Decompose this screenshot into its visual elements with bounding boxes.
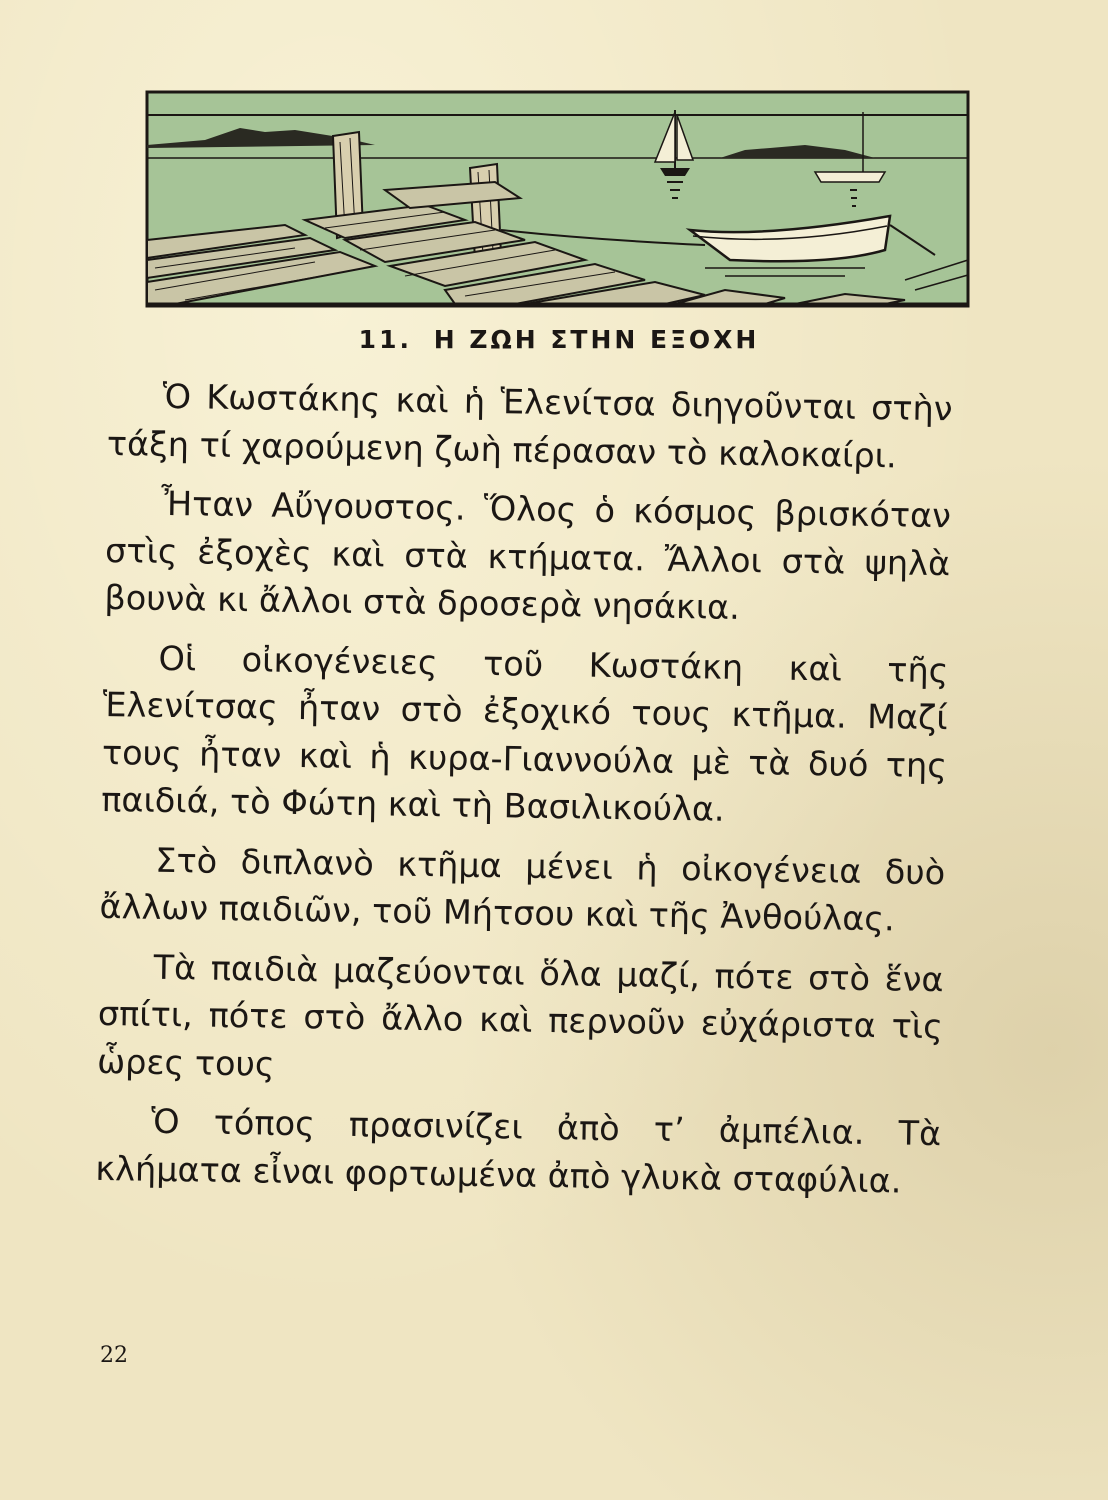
- paragraph: Ὁ Κωστάκης καὶ ἡ Ἑλενίτσα διηγοῦνται στὴν τάξη τί χαρούμενη ζωὴ πέρασαν τὸ καλοκαίρι.: [106, 376, 953, 475]
- harbor-dock-icon: [145, 90, 970, 308]
- paragraph: Ὁ τόπος πρασινίζει ἀπὸ τ’ ἀμπέλια. Τὰ κλήματα εἶναι φορτωμένα ἀπὸ γλυκὰ σταφύλια.: [95, 1101, 942, 1201]
- lesson-title: Η ΖΩΗ ΣΤΗΝ ΕΞΟΧΗ: [433, 325, 760, 354]
- paragraph: Στὸ διπλανὸ κτῆμα μένει ἡ οἰκογένεια δυὸ ἄλλων παιδιῶν, τοῦ Μήτσου καὶ τῆς Ἀνθούλας.: [99, 840, 946, 939]
- lesson-body: [95, 372, 953, 1217]
- paragraph: Οἱ οἰκογένειες τοῦ Κωστάκη καὶ τῆς Ἑλενίτσας ἦταν στὸ ἐξοχικό τους κτῆμα. Μαζί τους ἦταν καὶ ἡ κυρα-Γιαννούλα μὲ τὰ δυό της παιδιά, τὸ Φώτη καὶ τὴ Βασιλικούλα.: [100, 638, 949, 829]
- harbor-dock-illustration: [145, 90, 970, 308]
- paragraph: Ἦταν Αὔγουστος. Ὅλος ὁ κόσμος βρισκόταν στὶς ἐξοχὲς καὶ στὰ κτήματα. Ἄλλοι στὰ ψηλὰ βουνὰ κι ἄλλοι στὰ δροσερὰ νησάκια.: [104, 483, 952, 627]
- lesson-heading: [0, 325, 1108, 354]
- lesson-number: 11.: [358, 325, 412, 354]
- paragraph: Τὰ παιδιὰ μαζεύονται ὅλα μαζί, πότε στὸ ἕνα σπίτι, πότε στὸ ἄλλο καὶ περνοῦν εὐχάριστα τὶς ὧρες τους: [96, 947, 944, 1084]
- page-number: 22: [100, 1343, 128, 1368]
